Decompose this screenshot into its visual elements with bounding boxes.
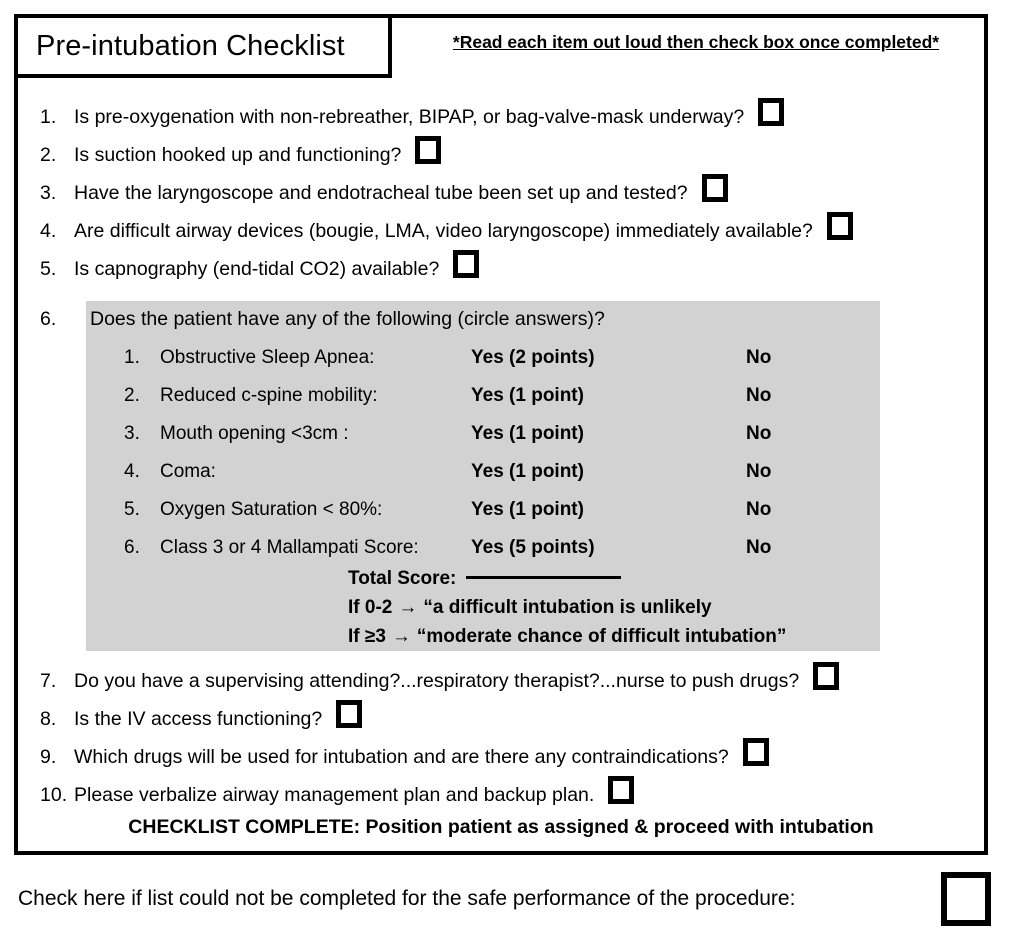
item-number: 5. <box>40 258 57 280</box>
scoring-row-yes-option[interactable]: Yes (1 point) <box>471 499 584 520</box>
item-number: 9. <box>40 746 57 768</box>
score-result: “a difficult intubation is unlikely <box>423 597 712 618</box>
checklist-frame <box>14 14 988 855</box>
score-result: “moderate chance of difficult intubation” <box>416 626 787 647</box>
score-interpretation-row-2 <box>348 622 786 651</box>
scoring-row-no-option[interactable]: No <box>746 461 772 482</box>
scoring-row-label: Oxygen Saturation < 80%: <box>160 499 383 520</box>
scoring-row-5[interactable] <box>86 491 880 529</box>
item-number: 7. <box>40 670 57 692</box>
checklist-items-top <box>18 82 984 286</box>
scoring-row-label: Coma: <box>160 461 216 482</box>
scoring-row-label: Obstructive Sleep Apnea: <box>160 347 375 368</box>
scoring-row-4[interactable] <box>86 453 880 491</box>
checklist-item-2[interactable] <box>18 138 984 172</box>
item-label: Are difficult airway devices (bougie, LMA, video laryngoscope) immediately available? <box>74 220 813 242</box>
item-label: Which drugs will be used for intubation and are there any contraindications? <box>74 746 729 768</box>
scoring-row-2[interactable] <box>86 377 880 415</box>
checklist-item-4[interactable] <box>18 214 984 248</box>
incomplete-note-label: Check here if list could not be completed for the safe performance of the procedure: <box>18 887 796 910</box>
scoring-row-no-option[interactable]: No <box>746 499 772 520</box>
checklist-items-bottom <box>18 664 984 812</box>
checklist-complete-text: CHECKLIST COMPLETE: Position patient as assigned & proceed with intubation <box>128 816 874 838</box>
arrow-icon: → <box>391 626 411 647</box>
checkbox-item-1[interactable] <box>758 98 784 126</box>
scoring-row-yes-option[interactable]: Yes (1 point) <box>471 385 584 406</box>
scoring-row-number: 2. <box>124 385 140 406</box>
scoring-row-label: Reduced c-spine mobility: <box>160 385 378 406</box>
scoring-row-number: 4. <box>124 461 140 482</box>
item-number: 3. <box>40 182 57 204</box>
checkbox-item-10[interactable] <box>608 776 634 804</box>
checklist-item-6-number: 6. <box>40 308 57 330</box>
checkbox-item-2[interactable] <box>415 136 441 164</box>
score-interpretation <box>348 564 786 651</box>
item-label: Is suction hooked up and functioning? <box>74 144 402 166</box>
checklist-item-7[interactable] <box>18 664 984 698</box>
checkbox-item-8[interactable] <box>336 700 362 728</box>
total-score-row[interactable] <box>348 564 786 593</box>
scoring-row-label: Class 3 or 4 Mallampati Score: <box>160 537 419 558</box>
checklist-item-10[interactable] <box>18 778 984 812</box>
scoring-row-yes-option[interactable]: Yes (1 point) <box>471 461 584 482</box>
item-number: 2. <box>40 144 57 166</box>
scoring-row-yes-option[interactable]: Yes (5 points) <box>471 537 595 558</box>
item-number: 10. <box>40 784 68 806</box>
total-score-blank[interactable] <box>466 576 621 579</box>
header-instruction: *Read each item out loud then check box once completed* <box>452 32 940 52</box>
checkbox-item-5[interactable] <box>453 250 479 278</box>
scoring-row-yes-option[interactable]: Yes (2 points) <box>471 347 595 368</box>
scoring-row-number: 1. <box>124 347 140 368</box>
item-number: 1. <box>40 106 57 128</box>
checklist-item-8[interactable] <box>18 702 984 736</box>
checkbox-item-9[interactable] <box>743 738 769 766</box>
scoring-row-yes-option[interactable]: Yes (1 point) <box>471 423 584 444</box>
item-label: Do you have a supervising attending?...respiratory therapist?...nurse to push drugs? <box>74 670 800 692</box>
arrow-icon: → <box>398 597 418 618</box>
scoring-row-no-option[interactable]: No <box>746 385 772 406</box>
item-label: Is pre-oxygenation with non-rebreather, BIPAP, or bag-valve-mask underway? <box>74 106 745 128</box>
scoring-block-heading: Does the patient have any of the following (circle answers)? <box>90 308 605 330</box>
scoring-row-label: Mouth opening <3cm : <box>160 423 349 444</box>
score-interpretation-row-1 <box>348 593 786 622</box>
score-condition: If 0-2 <box>348 597 393 618</box>
scoring-row-number: 3. <box>124 423 140 444</box>
scoring-row-3[interactable] <box>86 415 880 453</box>
item-label: Is the IV access functioning? <box>74 708 323 730</box>
scoring-row-no-option[interactable]: No <box>746 423 772 444</box>
item-number: 8. <box>40 708 57 730</box>
checklist-item-9[interactable] <box>18 740 984 774</box>
page-title: Pre-intubation Checklist <box>36 29 345 62</box>
item-label: Have the laryngoscope and endotracheal tube been set up and tested? <box>74 182 688 204</box>
scoring-row-no-option[interactable]: No <box>746 537 772 558</box>
checkbox-item-4[interactable] <box>827 212 853 240</box>
item-number: 4. <box>40 220 57 242</box>
title-box <box>14 14 392 78</box>
item-label: Please verbalize airway management plan and backup plan. <box>74 784 595 806</box>
checklist-item-1[interactable] <box>18 100 984 134</box>
checkbox-item-7[interactable] <box>813 662 839 690</box>
score-condition: If ≥3 <box>348 626 386 647</box>
checklist-item-5[interactable] <box>18 252 984 286</box>
item-label: Is capnography (end-tidal CO2) available? <box>74 258 440 280</box>
scoring-row-number: 5. <box>124 499 140 520</box>
total-score-label: Total Score: <box>348 568 457 589</box>
checklist-item-3[interactable] <box>18 176 984 210</box>
scoring-row-6[interactable] <box>86 529 880 567</box>
title-row <box>14 14 992 78</box>
scoring-row-1[interactable] <box>86 339 880 377</box>
checkbox-list-not-completed[interactable] <box>941 872 991 926</box>
scoring-row-no-option[interactable]: No <box>746 347 772 368</box>
mallampati-scoring-block <box>86 301 880 651</box>
scoring-row-number: 6. <box>124 537 140 558</box>
checkbox-item-3[interactable] <box>702 174 728 202</box>
